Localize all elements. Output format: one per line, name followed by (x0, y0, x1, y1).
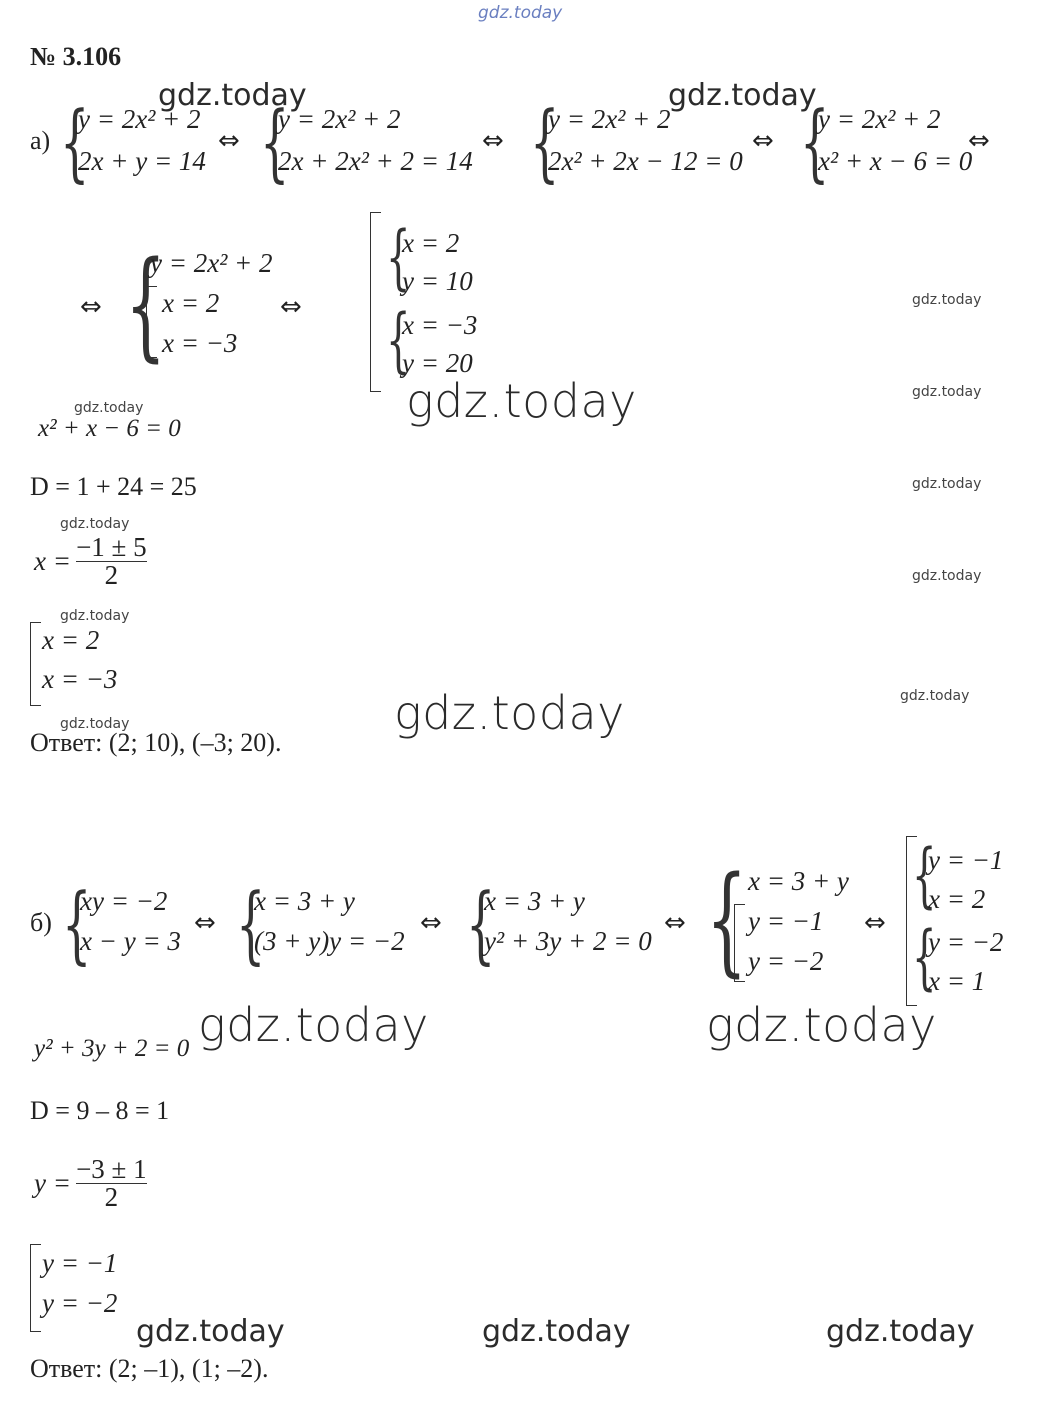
root: y = −1 (42, 1248, 118, 1278)
fraction-denominator: 2 (104, 560, 119, 590)
equation: y = −2 (748, 946, 824, 976)
watermark: gdz.today (912, 568, 982, 584)
equation: x = 2 (162, 288, 220, 318)
brace: { (260, 93, 290, 191)
fraction (76, 1156, 147, 1211)
fraction (76, 534, 147, 589)
watermark: gdz.today (668, 78, 817, 113)
equation: x = −3 (402, 310, 478, 340)
watermark: gdz.today (60, 608, 130, 624)
watermark: gdz.today (826, 1314, 975, 1349)
watermark: gdz.today (706, 998, 937, 1052)
brace: { (125, 235, 167, 373)
quadratic-equation: x² + x − 6 = 0 (38, 415, 181, 442)
watermark: gdz.today (136, 1314, 285, 1349)
equivalence-symbol: ⇔ (194, 908, 216, 938)
equation: y = −1 (748, 906, 824, 936)
watermark: gdz.today (198, 998, 429, 1052)
equation: x = 3 + y (254, 886, 355, 916)
equation: y = −1 (928, 845, 1004, 875)
watermark: gdz.today (406, 374, 637, 428)
root: x = −3 (42, 664, 118, 694)
equivalence-symbol: ⇔ (482, 126, 504, 156)
root-formula (34, 1156, 147, 1211)
equation: y = 2x² + 2 (150, 248, 273, 278)
brace: { (800, 93, 830, 191)
watermark: gdz.today (912, 384, 982, 400)
equivalence-symbol: ⇔ (752, 126, 774, 156)
equation: 2x² + 2x − 12 = 0 (548, 146, 743, 176)
root-formula (34, 534, 147, 589)
or-bracket (370, 212, 381, 392)
equation: x − y = 3 (80, 926, 181, 956)
equation: y = 2x² + 2 (548, 104, 671, 134)
discriminant: D = 9 – 8 = 1 (30, 1096, 170, 1125)
root: x = 2 (42, 625, 100, 655)
equation: y = 2x² + 2 (278, 104, 401, 134)
equation: y² + 3y + 2 = 0 (484, 926, 652, 956)
equation: 2x + y = 14 (78, 146, 206, 176)
answer-a: Ответ: (2; 10), (–3; 20). (30, 728, 282, 757)
watermark: gdz.today (158, 78, 307, 113)
quadratic-equation: y² + 3y + 2 = 0 (34, 1035, 190, 1062)
equation: x = −3 (162, 328, 238, 358)
formula-lhs: x = (34, 546, 71, 576)
or-bracket (734, 904, 745, 982)
equation: 2x + 2x² + 2 = 14 (278, 146, 473, 176)
brace: { (912, 916, 937, 998)
equation: (3 + y)y = −2 (254, 926, 405, 956)
brace: { (530, 93, 560, 191)
equation: x = 2 (402, 228, 460, 258)
watermark: gdz.today (912, 476, 982, 492)
equation: x = 3 + y (484, 886, 585, 916)
watermark: gdz.today (60, 716, 130, 732)
equation: y = −2 (928, 927, 1004, 957)
brace: { (706, 850, 748, 988)
watermark: gdz.today (482, 1314, 631, 1349)
watermark: gdz.today (900, 688, 970, 704)
fraction-numerator: −3 ± 1 (76, 1154, 147, 1184)
answer-b: Ответ: (2; –1), (1; –2). (30, 1354, 269, 1383)
brace: { (912, 834, 937, 916)
equation: x = 3 + y (748, 866, 849, 896)
brace: { (466, 875, 496, 973)
fraction-denominator: 2 (104, 1182, 119, 1212)
fraction-numerator: −1 ± 5 (76, 532, 147, 562)
equivalence-symbol: ⇔ (864, 908, 886, 938)
watermark: gdz.today (74, 400, 144, 416)
brace: { (62, 875, 92, 973)
equivalence-symbol: ⇔ (80, 292, 102, 322)
equation: x = 2 (928, 884, 986, 914)
equation: y = 2x² + 2 (78, 104, 201, 134)
brace: { (386, 216, 411, 298)
watermark: gdz.today (394, 686, 625, 740)
equation: y = 20 (402, 348, 473, 378)
formula-lhs: y = (34, 1168, 71, 1198)
or-bracket (30, 622, 41, 706)
brace: { (236, 875, 266, 973)
problem-number: № 3.106 (30, 42, 122, 71)
or-bracket (30, 1244, 41, 1332)
equivalence-symbol: ⇔ (218, 126, 240, 156)
equation: x² + x − 6 = 0 (818, 146, 973, 176)
equation: xy = −2 (80, 886, 168, 916)
watermark-top: gdz.today (478, 3, 563, 23)
or-bracket (146, 286, 157, 358)
brace: { (60, 93, 90, 191)
equation: y = 10 (402, 266, 473, 296)
watermark: gdz.today (912, 292, 982, 308)
watermark: gdz.today (60, 516, 130, 532)
equivalence-symbol: ⇔ (280, 292, 302, 322)
equivalence-symbol: ⇔ (420, 908, 442, 938)
equivalence-symbol: ⇔ (664, 908, 686, 938)
part-a-label: а) (30, 126, 51, 155)
brace: { (386, 299, 411, 381)
root: y = −2 (42, 1288, 118, 1318)
discriminant: D = 1 + 24 = 25 (30, 472, 197, 501)
equivalence-symbol: ⇔ (968, 126, 990, 156)
equation: y = 2x² + 2 (818, 104, 941, 134)
equation: x = 1 (928, 966, 986, 996)
part-b-label: б) (30, 908, 52, 937)
